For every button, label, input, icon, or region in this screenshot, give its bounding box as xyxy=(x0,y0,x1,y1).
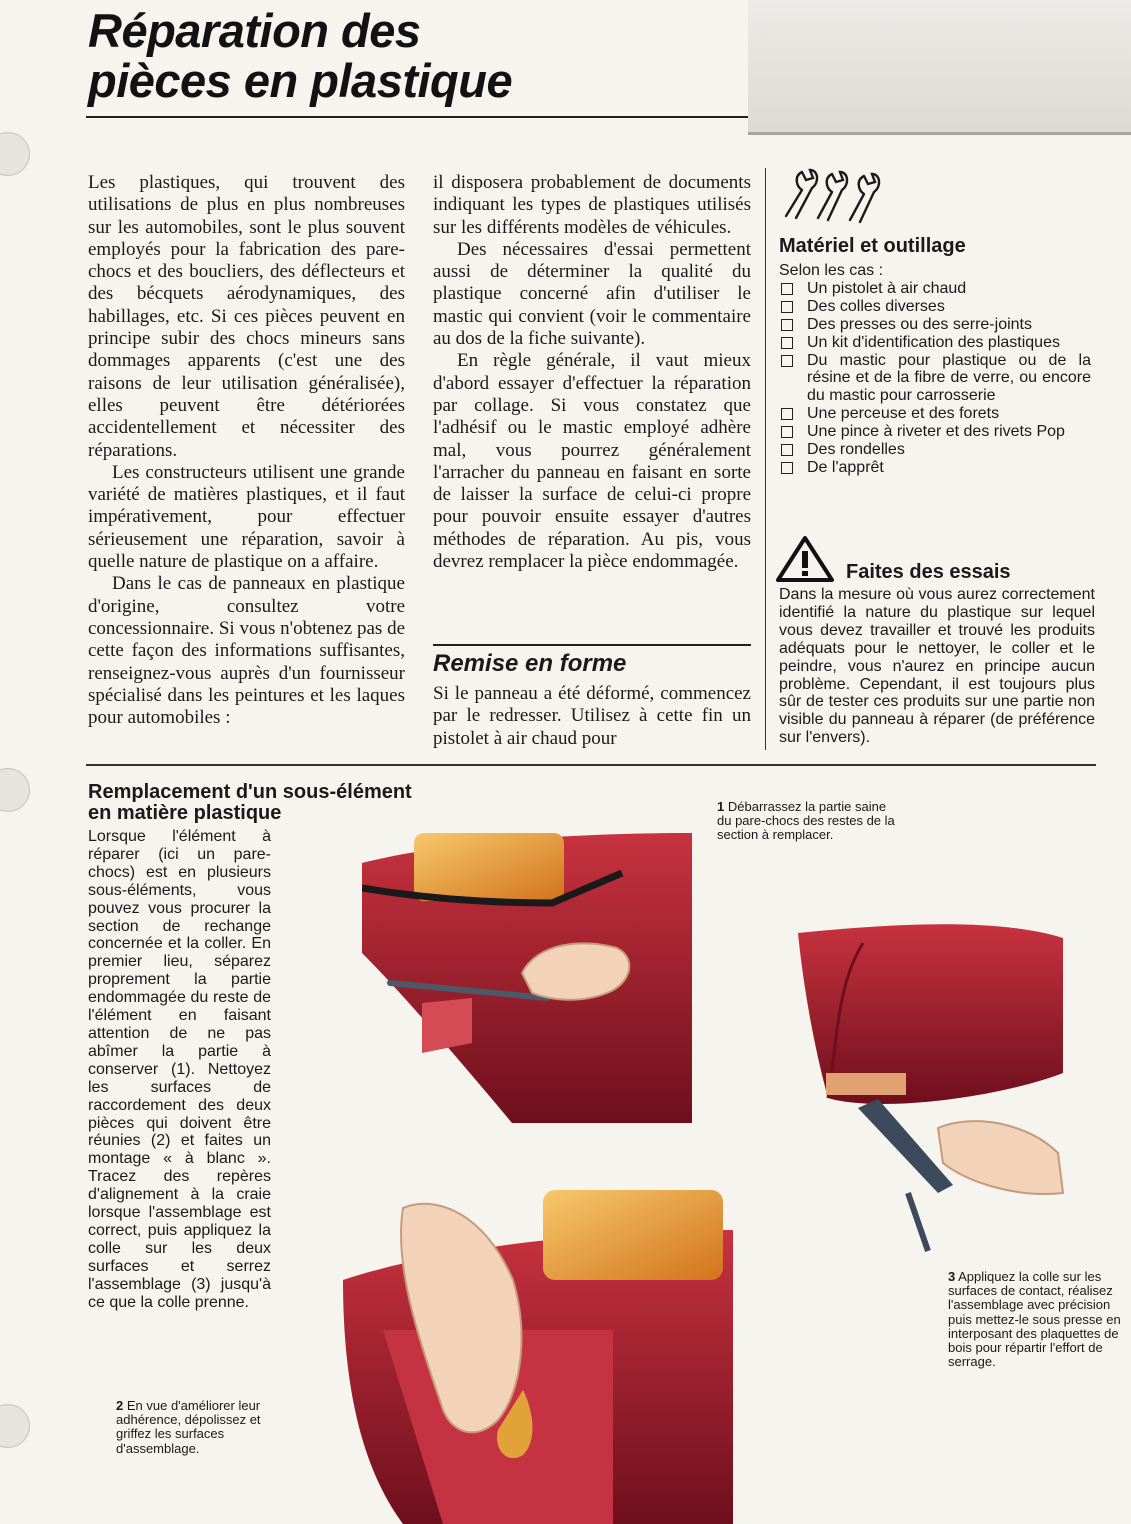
paragraph: Si le panneau a été déformé, commencez par le redresser. Utilisez à cette fin un pistolet à air chaud pour xyxy=(433,683,751,749)
caption-1 xyxy=(717,800,897,843)
list-item: Une perceuse et des forets xyxy=(779,405,1091,423)
faites-text: Dans la mesure où vous aurez correctement identifié la nature du plastique sur lequel vous devez travailler et trouvé les produits adéquats pour le nettoyer, le coller et le peindre, vous n'aurez en principe aucun problème. Cependant, il est toujours plus sûr de tester ces produits sur une partie non visible du panneau à réparer (de préférence sur l'envers). xyxy=(779,586,1095,747)
checkbox-icon xyxy=(781,462,793,474)
materiel-title: Matériel et outillage xyxy=(779,235,966,257)
caption-2 xyxy=(116,1399,281,1456)
wrench-icon xyxy=(780,168,904,226)
intro-column-2 xyxy=(433,172,751,573)
caption-text: Débarrassez la partie saine du pare-chocs des restes de la section à remplacer. xyxy=(717,799,895,843)
page-title xyxy=(88,6,512,106)
checkbox-icon xyxy=(781,319,793,331)
caption-number: 1 xyxy=(717,799,725,814)
paragraph: Des nécessaires d'essai permettent aussi de déterminer la qualité du plastique concerné afin d'utiliser le mastic qui convient (voir le commentaire au dos de la fiche suivante). xyxy=(433,238,751,350)
caption-3 xyxy=(948,1270,1128,1369)
caption-text: En vue d'améliorer leur adhérence, dépolissez et griffez les surfaces d'assemblage. xyxy=(116,1398,261,1456)
binder-hole xyxy=(0,132,30,176)
binder-hole xyxy=(0,768,30,812)
materiel-intro: Selon les cas : xyxy=(779,262,884,279)
section-rule xyxy=(86,764,1096,766)
remplacement-title xyxy=(88,782,412,824)
remplacement-title-line-1: Remplacement d'un sous-élément xyxy=(88,781,412,803)
list-item: Des colles diverses xyxy=(779,298,1091,316)
caption-number: 3 xyxy=(948,1269,956,1284)
faites-title: Faites des essais xyxy=(846,561,1011,583)
checkbox-icon xyxy=(781,355,793,367)
page-corner-shade xyxy=(748,0,1131,135)
caption-number: 2 xyxy=(116,1398,124,1413)
binder-hole xyxy=(0,1404,30,1448)
intro-column-1 xyxy=(88,172,405,729)
remise-en-forme-heading: Remise en forme xyxy=(433,644,751,678)
materiel-list xyxy=(779,262,1091,477)
paragraph: Dans le cas de panneaux en plastique d'origine, consultez votre concessionnaire. Si vous n'obtenez pas de cette façon des informations suffisantes, renseignez-vous auprès d'un fournisseur spécialisé dans les peintures et les laques pour automobiles : xyxy=(88,573,405,729)
checkbox-icon xyxy=(781,426,793,438)
paragraph: il disposera probablement de documents indiquant les types de plastiques utilisés sur les différents modèles de véhicules. xyxy=(433,172,751,238)
title-line-1: Réparation des xyxy=(88,4,421,57)
title-rule xyxy=(86,116,748,118)
list-item: Un pistolet à air chaud xyxy=(779,280,1091,298)
checkbox-icon xyxy=(781,283,793,295)
list-item: Des presses ou des serre-joints xyxy=(779,316,1091,334)
list-item: Des rondelles xyxy=(779,441,1091,459)
caption-text: Appliquez la colle sur les surfaces de contact, réalisez l'assemblage avec précision puis mettez-le sous presse en interposant des plaquettes de bois pour répartir l'effort de serrage. xyxy=(948,1269,1121,1370)
remplacement-title-line-2: en matière plastique xyxy=(88,802,282,824)
list-item: Une pince à riveter et des rivets Pop xyxy=(779,423,1091,441)
paragraph: Les constructeurs utilisent une grande variété de matières plastiques, et il faut impérativement, pour effectuer sérieusement une réparation, savoir à quelle nature de plastique on a affaire. xyxy=(88,461,405,573)
column-divider xyxy=(765,168,766,750)
list-item: De l'apprêt xyxy=(779,459,1091,477)
title-line-2: pièces en plastique xyxy=(88,54,513,107)
paragraph: Les plastiques, qui trouvent des utilisations de plus en plus nombreuses sur les automobiles, sont le plus souvent employés pour la fabrication des pare-chocs et des boucliers, des déflecteurs et des bécquets aérodynamiques, des habillages, etc. Si ces pièces peuvent en principe subir des chocs mineurs sans dommages apparents (c'est une des raisons de leur utilisation généralisée), elles peuvent être détériorées accidentellement et nécessiter des réparations. xyxy=(88,172,405,461)
remplacement-text: Lorsque l'élément à réparer (ici un pare-chocs) est en plusieurs sous-éléments, vous pouvez vous procurer la section de rechange concernée et la coller. En premier lieu, séparez proprement la partie endommagée du reste de l'élément en faisant attention de ne pas abîmer la partie à conserver (1). Nettoyez les surfaces de raccordement des deux pièces qui doivent être réunies (2) et faites un montage « à blanc ». Tracez des repères d'alignement à la craie lorsque l'assemblage est correct, puis appliquez la colle sur les deux surfaces et serrez l'assemblage (3) jusqu'à ce que la colle prenne. xyxy=(88,828,271,1311)
paragraph: En règle générale, il vaut mieux d'abord essayer d'effectuer la réparation par collage. Si vous constatez que l'adhésif ou le mastic employé adhère mal, vous pourrez généralement l'arracher du panneau en faisant en sorte de laisser la surface de celui-ci propre pour pouvoir ensuite essayer d'autres méthodes de réparation. Au pis, vous devrez remplacer la pièce endommagée. xyxy=(433,350,751,573)
list-item: Du mastic pour plastique ou de la résine et de la fibre de verre, ou encore du mastic pour carrosserie xyxy=(779,352,1091,406)
illustration-sanding xyxy=(283,1190,733,1524)
checkbox-icon xyxy=(781,408,793,420)
warning-icon xyxy=(775,535,835,583)
checkbox-icon xyxy=(781,444,793,456)
illustration-clamping xyxy=(798,923,1098,1253)
list-item: Un kit d'identification des plastiques xyxy=(779,334,1091,352)
illustration-cutting xyxy=(362,833,692,1123)
checkbox-icon xyxy=(781,337,793,349)
remise-en-forme-text xyxy=(433,683,751,750)
checkbox-icon xyxy=(781,301,793,313)
